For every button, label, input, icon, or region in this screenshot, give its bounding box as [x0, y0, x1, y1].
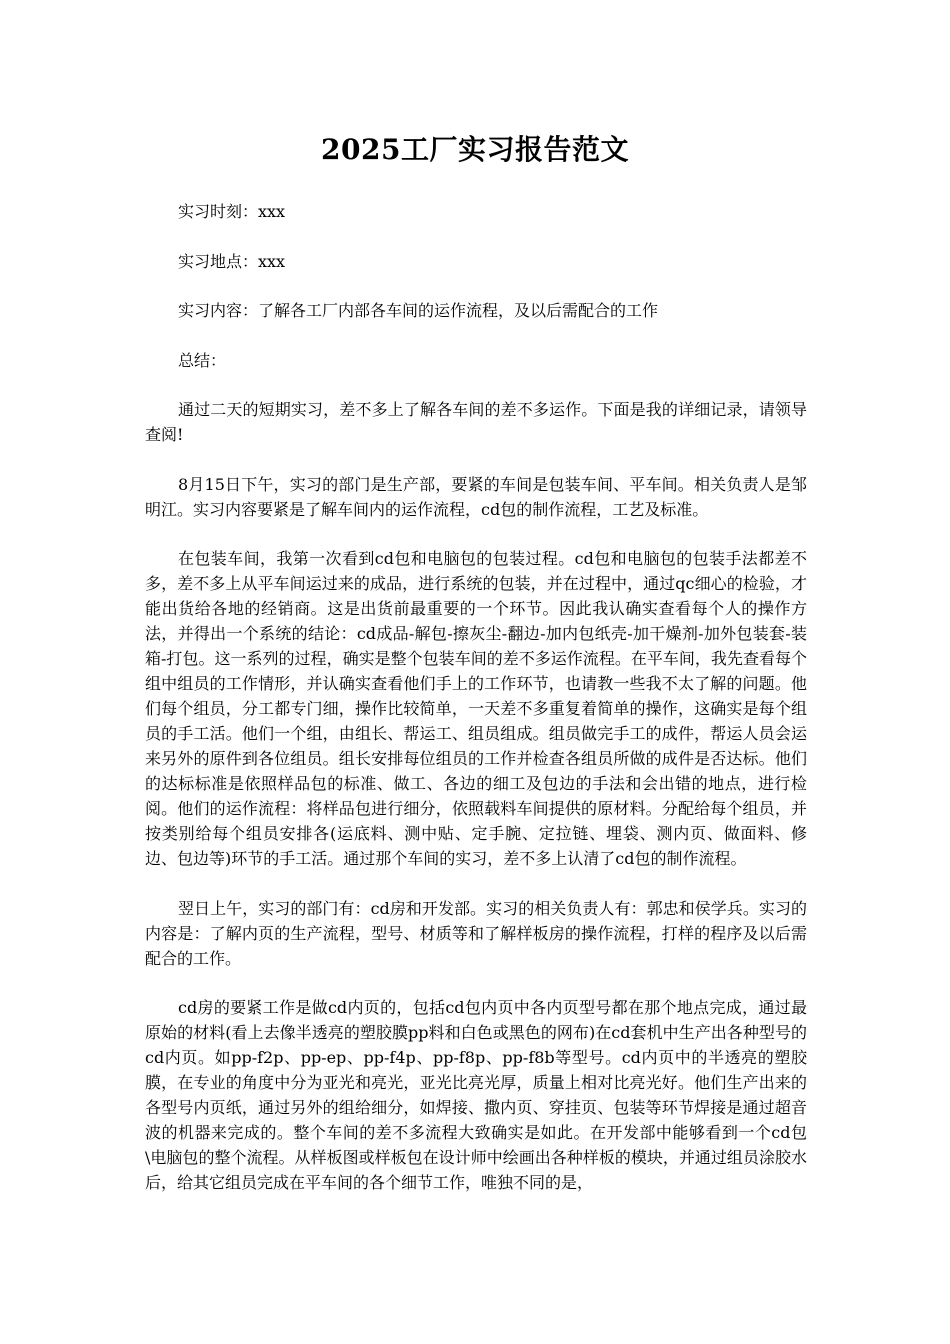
document-body [145, 199, 807, 1220]
meta-time: 实习时刻：xxx [178, 202, 286, 221]
paragraph-cd-room: cd房的要紧工作是做cd内页的，包括cd包内页中各内页型号都在那个地点完成，通过最原始的材料(看上去像半透亮的塑胶膜pp料和白色或黑色的网布)在cd套机中生产出各种型号的cd内页。如pp-f2p、pp-ep、pp-f4p、pp-f8p、pp-f8b等型号。cd内页中的半透亮的塑胶膜，在专业的角度中分为亚光和亮光，亚光比亮光厚，质量上相对比亮光好。他们生产出来的各型号内页纸，通过另外的组给细分，如焊接、撒内页、穿挂页、包装等环节焊接是通过超音波的机器来完成的。整个车间的差不多流程大致确实是如此。在开发部中能够看到一个cd包\电脑包的整个流程。从样板图或样板包在设计师中绘画出各种样板的模块，并通过组员涂胶水后，给其它组员完成在平车间的各个细节工作，唯独不同的是， [145, 998, 807, 1192]
paragraph-day1: 8月15日下午，实习的部门是生产部，要紧的车间是包装车间、平车间。相关负责人是邹明江。实习内容要紧是了解车间内的运作流程，cd包的制作流程，工艺及标准。 [145, 474, 807, 519]
meta-summary-label: 总结： [178, 350, 227, 370]
page-title: 2025工厂实习报告范文 [321, 133, 629, 166]
paragraph-packaging: 在包装车间，我第一次看到cd包和电脑包的包装过程。cd包和电脑包的包装手法都差不多，差不多上从平车间运过来的成品，进行系统的包装，并在过程中，通过qc细心的检验，才能出货给各地的经销商。这是出货前最重要的一个环节。因此我认确实查看每个人的操作方法，并得出一个系统的结论：cd成品-解包-擦灰尘-翻边-加内包纸壳-加干燥剂-加外包装套-装箱-打包。这一系列的过程，确实是整个包装车间的差不多运作流程。在平车间，我先查看每个组中组员的工作情形，并认确实查看他们手上的工作环节，也请教一些我不太了解的问题。他们每个组员，分工都专门细，操作比较简单，一天差不多重复着简单的操作，这确实是每个组员的手工活。他们一个组，由组长、帮运工、组员组成。组员做完手工的成件，帮运人员会运来另外的原件到各位组员。组长安排每位组员的工作并检查各组员所做的成件是否达标。他们的达标标准是依照样品包的标准、做工、各边的细工及包边的手法和会出错的地点，进行检阅。他们的运作流程：将样品包进行细分，依照载料车间提供的原材料。分配给每个组员，并按类别给每个组员安排各(运底料、测中贴、定手腕、定拉链、埋袋、测内页、做面料、修边、包边等)环节的手工活。通过那个车间的实习，差不多上认清了cd包的制作流程。 [145, 549, 807, 868]
meta-content: 实习内容：了解各工厂内部各车间的运作流程，及以后需配合的工作 [178, 301, 659, 320]
paragraph-day2: 翌日上午，实习的部门有：cd房和开发部。实习的相关负责人有：郭忠和侯学兵。实习的内容是：了解内页的生产流程，型号、材质等和了解样板房的操作流程，打样的程序及以后需配合的工作。 [145, 898, 807, 968]
meta-location: 实习地点：xxx [178, 251, 286, 271]
paragraph-intro: 通过二天的短期实习，差不多上了解各车间的差不多运作。下面是我的详细记录，请领导查阅! [145, 400, 807, 444]
